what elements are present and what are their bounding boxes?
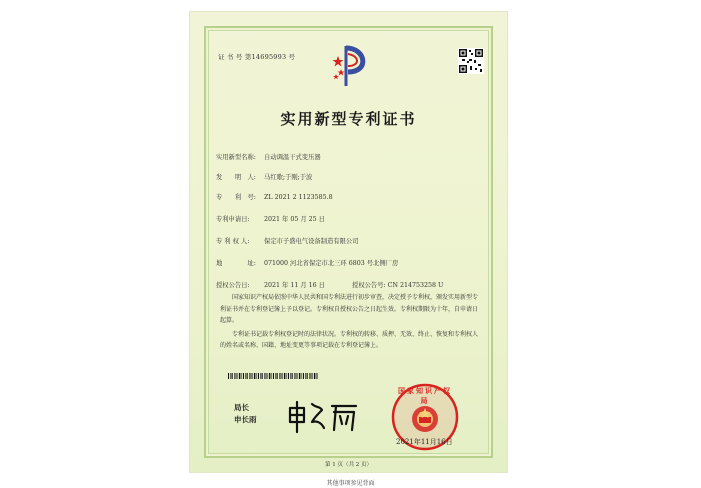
barcode-icon bbox=[228, 373, 318, 379]
field-label: 实用新型名称: bbox=[216, 154, 256, 161]
cnipa-logo-icon bbox=[332, 42, 372, 90]
field-value: 071000 河北省保定市北三环 6803 号北侧厂房 bbox=[264, 260, 399, 267]
grant-date-value: 2021 年 11 月 16 日 bbox=[264, 282, 325, 289]
signer-title: 局长 bbox=[234, 403, 249, 412]
body-paragraph: 专利证书记载专利权登记时的法律状况。专利权的转移、质押、无效、终止、恢复和专利权人的姓名或名称、国籍、地址变更等事项记载在专利登记簿上。 bbox=[220, 330, 479, 349]
field-row bbox=[216, 152, 321, 161]
field-label: 专 利 权 人: bbox=[216, 238, 250, 245]
grant-number-label: 授权公告号: bbox=[352, 282, 386, 289]
qr-code-icon bbox=[458, 48, 484, 74]
field-label: 专利申请日: bbox=[216, 216, 250, 223]
seal-date: 2021年11月16日 bbox=[396, 438, 453, 446]
field-row bbox=[216, 192, 333, 201]
field-row bbox=[216, 214, 325, 223]
patent-certificate bbox=[190, 12, 507, 472]
field-value: 2021 年 05 月 25 日 bbox=[264, 216, 325, 223]
field-value: 马红歌;于刚;于波 bbox=[264, 174, 313, 181]
field-label: 发 明 人: bbox=[216, 174, 256, 181]
footer-note: 其他事项参见背面 bbox=[326, 480, 375, 487]
signer-name: 申长雨 bbox=[234, 415, 257, 424]
certificate-number: 证 书 号 第14695993 号 bbox=[218, 53, 296, 61]
body-paragraph: 国家知识产权局依照中华人民共和国专利法进行初步审查，决定授予专利权，颁发实用新型专利证书并在专利登记簿上予以登记。专利权自授权公告之日起生效。专利权期限为十年，自申请日起算。 bbox=[220, 294, 479, 324]
field-value: 自动调温干式变压器 bbox=[264, 154, 321, 161]
field-label: 地 址: bbox=[216, 260, 256, 267]
certificate-title: 实用新型专利证书 bbox=[280, 110, 417, 128]
seal-text: 国家知识产权局 bbox=[398, 386, 452, 405]
field-row bbox=[216, 236, 358, 245]
field-value: ZL 2021 2 1123585.8 bbox=[264, 194, 333, 201]
field-row bbox=[216, 172, 312, 181]
grant-number-value: CN 214753258 U bbox=[387, 282, 444, 289]
field-value: 保定市子盛电气设备制造有限公司 bbox=[264, 238, 359, 245]
field-row bbox=[216, 258, 398, 267]
field-label: 专 利 号: bbox=[216, 194, 256, 201]
certificate-body bbox=[220, 292, 482, 352]
grant-date-label: 授权公告日: bbox=[216, 282, 250, 289]
page-number: 第 1 页（共 2 页） bbox=[325, 462, 372, 468]
signature-icon bbox=[286, 398, 360, 434]
grant-row bbox=[216, 280, 443, 289]
